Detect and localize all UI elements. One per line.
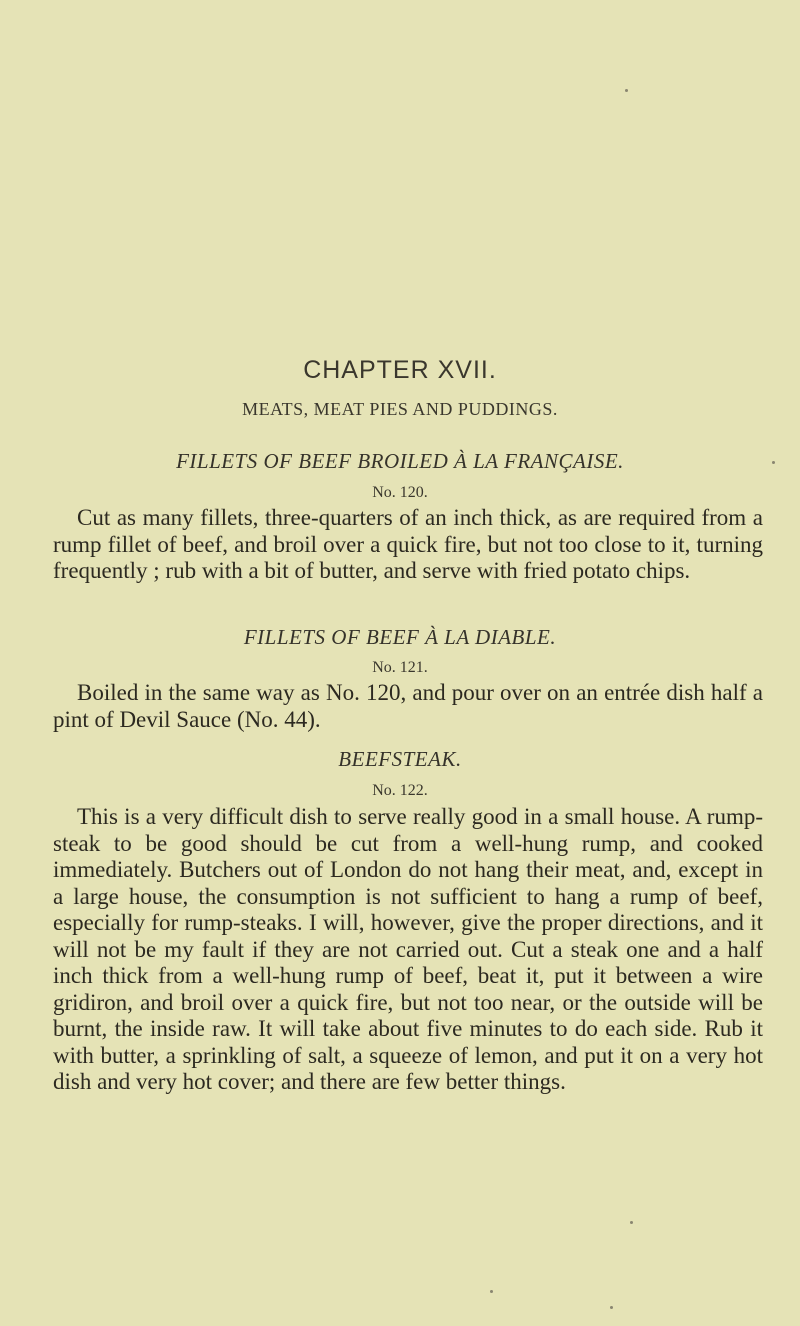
- recipe-body-122: [53, 804, 763, 1096]
- paper-speck: [772, 461, 775, 464]
- recipe-text-122: This is a very difficult dish to serve really good in a small house. A rump-steak to be good should be cut from a well-hung rump, and cooked immediately. Butchers out of London do not hang their meat, and, except in a large house, the consumption is not sufficient to hang a rump of beef, especially for rump-steaks. I will, however, give the proper directions, and it will not be my fault if they are not carried out. Cut a steak one and a half inch thick from a well-hung rump of beef, beat it, put it between a wire gridiron, and broil over a quick fire, but not too near, or the outside will be burnt, the inside raw. It will take about five minutes to do each side. Rub it with butter, a sprinkling of salt, a squeeze of lemon, and put it on a very hot dish and very hot cover; and there are few better things.: [53, 804, 763, 1094]
- chapter-title: CHAPTER XVII.: [303, 356, 497, 384]
- recipe-number-120: No. 120.: [372, 484, 428, 501]
- chapter-subtitle: MEATS, MEAT PIES AND PUDDINGS.: [242, 399, 558, 419]
- recipe-body-121: [53, 680, 763, 733]
- recipe-text-121: Boiled in the same way as No. 120, and pour over on an entrée dish half a pint of Devil Sauce (No. 44).: [53, 680, 763, 732]
- recipe-number-121: No. 121.: [372, 659, 428, 676]
- paper-speck: [490, 1290, 493, 1293]
- recipe-body-120: [53, 505, 763, 585]
- recipe-title-120: FILLETS OF BEEF BROILED À LA FRANÇAISE.: [176, 449, 624, 473]
- recipe-title-121: FILLETS OF BEEF À LA DIABLE.: [243, 625, 557, 649]
- recipe-title-122: BEEFSTEAK.: [338, 747, 462, 771]
- recipe-text-120: Cut as many fillets, three-quarters of an inch thick, as are required from a rump fillet of beef, and broil over a quick fire, but not too close to it, turning frequently ; rub with a bit of butter, and serve with fried potato chips.: [53, 505, 763, 583]
- paper-speck: [610, 1306, 613, 1309]
- paper-speck: [630, 1221, 633, 1224]
- paper-speck: [625, 89, 628, 92]
- recipe-number-122: No. 122.: [372, 782, 428, 799]
